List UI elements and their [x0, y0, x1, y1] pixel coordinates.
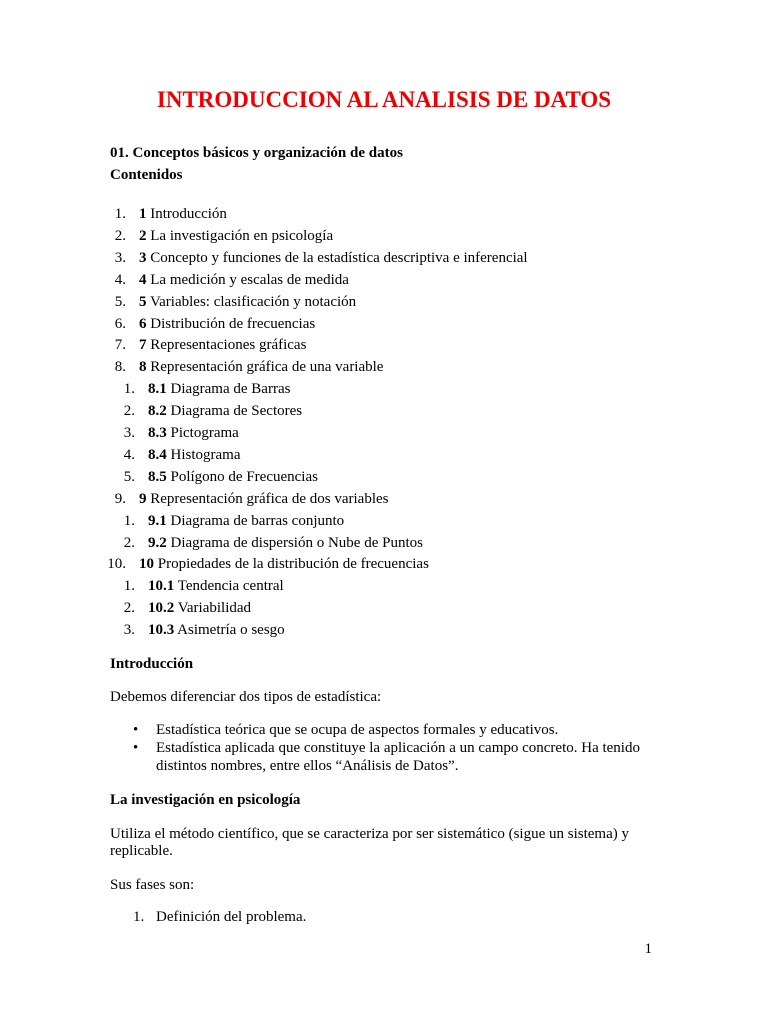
toc-item-text	[139, 271, 349, 290]
toc-item-number: 6.	[114, 315, 126, 332]
toc-item-label: Polígono de Frecuencias	[166, 468, 318, 485]
toc-item-key: 9.2	[148, 534, 167, 551]
toc-item-key: 7	[139, 337, 147, 354]
toc-item-number: 2.	[123, 534, 135, 551]
investigation-heading: La investigación en psicología	[110, 792, 301, 808]
toc-item-text	[148, 577, 284, 596]
toc-item-key: 9.1	[148, 512, 167, 529]
contents-label: Contenidos	[110, 167, 183, 183]
intro-paragraph: Debemos diferenciar dos tipos de estadística:	[110, 689, 382, 705]
toc-item-label: Introducción	[146, 206, 227, 222]
toc-item-text	[139, 249, 528, 268]
toc-item-key: 2	[139, 227, 147, 244]
toc-item-number: 4.	[114, 271, 126, 288]
toc-item-key: 8.1	[148, 381, 167, 398]
toc-item-text	[139, 555, 429, 574]
toc-item-key: 6	[139, 315, 147, 332]
toc-item-text	[148, 534, 423, 553]
intro-heading: Introducción	[110, 656, 194, 672]
toc-item-key: 9	[139, 490, 147, 507]
toc-item-number: 9.	[114, 490, 126, 507]
bullet-dot: •	[133, 722, 139, 738]
toc-item-number: 3.	[123, 622, 135, 639]
list-item: Estadística teórica que se ocupa de aspectos formales y educativos.	[156, 722, 559, 738]
toc-item-label: Diagrama de Barras	[166, 381, 291, 398]
toc-item-number: 1.	[123, 578, 135, 595]
toc-item-key: 10.1	[148, 578, 175, 595]
toc-item-label: La investigación en psicología	[146, 227, 334, 244]
toc-item-key: 3	[139, 249, 147, 266]
toc-item-number: 2.	[123, 403, 135, 420]
toc-item-text	[139, 227, 333, 246]
toc-item-key: 8.3	[148, 425, 167, 441]
toc-item-key: 10.2	[148, 600, 175, 617]
toc-item-text	[148, 599, 251, 618]
toc-item-number: 10.	[107, 556, 126, 573]
toc-item-text	[148, 468, 318, 487]
toc-item-text	[139, 490, 388, 509]
investigation-line-2: replicable.	[110, 843, 173, 859]
toc-item-key: 1	[139, 206, 147, 222]
phase-item: Definición del problema.	[156, 909, 307, 925]
toc-item-number: 2.	[114, 227, 126, 244]
toc-item-label: Variables: clasificación y notación	[146, 293, 357, 310]
toc-item-key: 8	[139, 359, 147, 376]
toc-item-label: Representación gráfica de una variable	[146, 359, 384, 376]
toc-item-label: Concepto y funciones de la estadística descriptiva e inferencial	[146, 249, 528, 266]
toc-item-number: 5.	[123, 468, 135, 485]
toc-item-label: Representaciones gráficas	[146, 337, 307, 354]
toc-item-number: 1.	[123, 381, 135, 398]
toc-item-key: 8.2	[148, 403, 167, 420]
toc-item-text	[139, 358, 383, 377]
toc-item-label: Histograma	[166, 446, 241, 463]
toc-item-text	[148, 621, 285, 640]
toc-item-text	[148, 402, 302, 421]
toc-item-text	[139, 336, 306, 355]
toc-item-number: 1.	[114, 206, 126, 222]
toc-item-text	[139, 205, 227, 224]
toc-item-label: Propiedades de la distribución de frecuencias	[154, 556, 429, 573]
toc-item-label: Distribución de frecuencias	[146, 315, 316, 332]
page-number: 1	[644, 941, 652, 957]
toc-item-number: 5.	[114, 293, 126, 310]
toc-item-label: Diagrama de Sectores	[166, 403, 303, 420]
toc-item-number: 2.	[123, 600, 135, 617]
phases-label: Sus fases son:	[110, 877, 195, 893]
toc-item-key: 8.4	[148, 446, 167, 463]
list-item-continuation: distintos nombres, entre ellos “Análisis de Datos”.	[156, 758, 459, 774]
toc-item-text	[148, 512, 344, 531]
toc-item-label: Representación gráfica de dos variables	[146, 490, 389, 507]
toc-item-number: 1.	[123, 512, 135, 529]
toc-item-label: Diagrama de barras conjunto	[166, 512, 345, 529]
toc-item-number: 8.	[114, 359, 126, 376]
toc-item-key: 10.3	[148, 622, 175, 639]
toc-item-number: 3.	[114, 249, 126, 266]
toc-item-number: 7.	[114, 337, 126, 354]
toc-item-label: Variabilidad	[174, 600, 252, 617]
list-item: Estadística aplicada que constituye la aplicación a un campo concreto. Ha tenido	[156, 740, 640, 756]
toc-item-text	[139, 315, 315, 334]
toc-item-text	[148, 446, 240, 465]
investigation-line-1: Utiliza el método científico, que se caracteriza por ser sistemático (sigue un sistema) y	[110, 826, 629, 842]
bullet-dot: •	[133, 740, 139, 756]
toc-item-key: 5	[139, 293, 147, 310]
toc-item-text	[148, 380, 290, 399]
toc-item-key: 10	[139, 556, 154, 573]
toc-item-label: Tendencia central	[174, 578, 284, 595]
toc-item-label: Pictograma	[166, 425, 239, 441]
document-title: INTRODUCCION AL ANALISIS DE DATOS	[156, 87, 612, 112]
toc-item-key: 4	[139, 271, 147, 288]
toc-item-label: Diagrama de dispersión o Nube de Puntos	[166, 534, 423, 551]
toc-item-number: 4.	[123, 446, 135, 463]
phase-number: 1.	[133, 909, 145, 925]
toc-item-text	[148, 424, 239, 443]
toc-item-number: 3.	[123, 425, 135, 441]
toc-item-text	[139, 293, 356, 312]
toc-item-key: 8.5	[148, 468, 167, 485]
toc-item-label: La medición y escalas de medida	[146, 271, 349, 288]
section-heading: 01. Conceptos básicos y organización de datos	[110, 145, 403, 161]
toc-item-label: Asimetría o sesgo	[174, 622, 285, 639]
